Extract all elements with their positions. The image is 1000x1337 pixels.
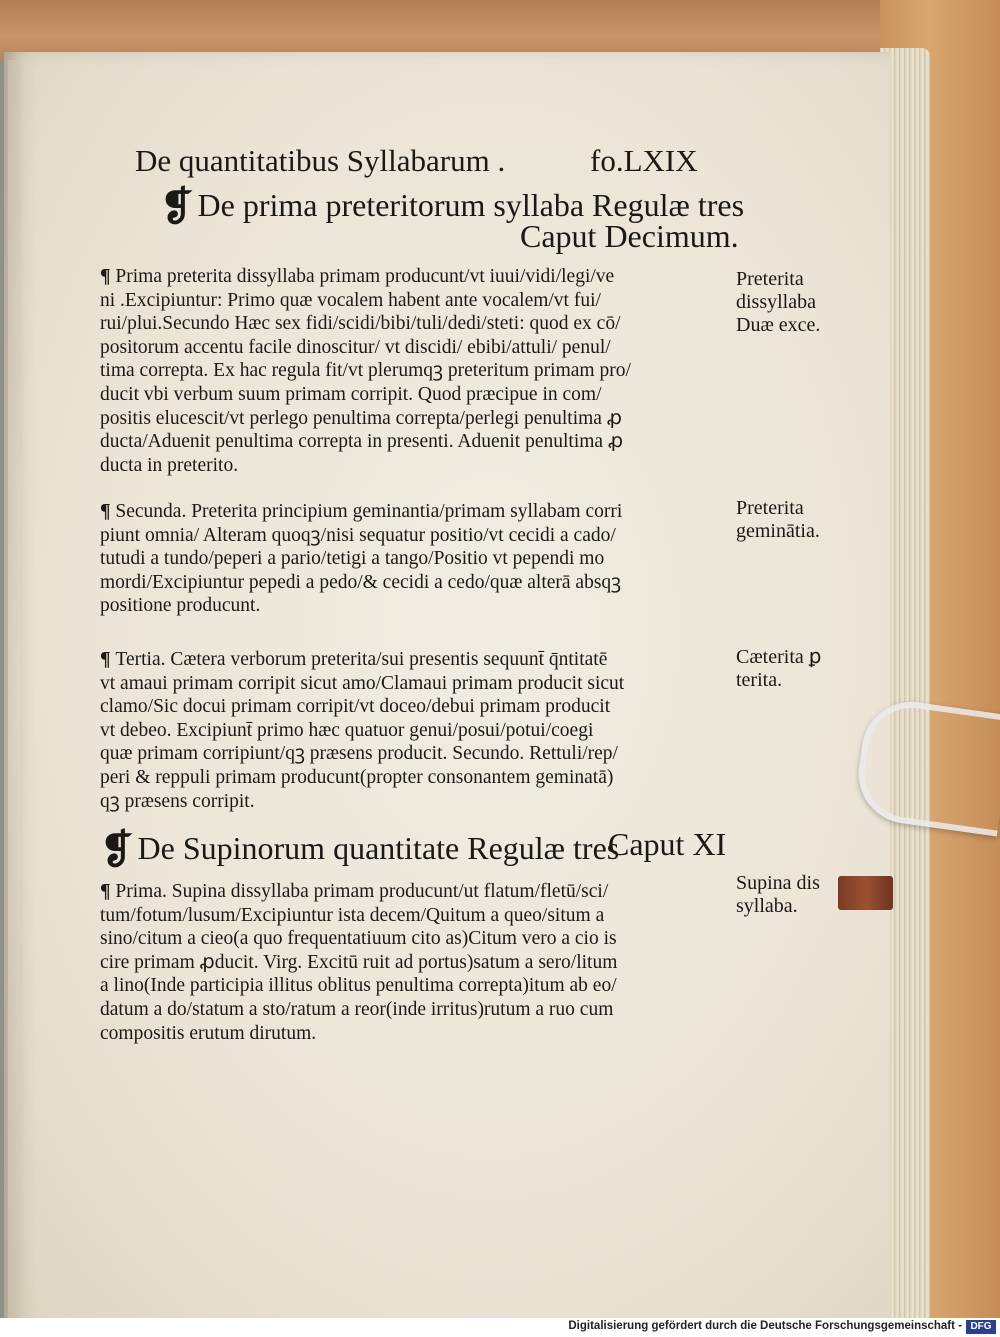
text-line: mordi/Excipiuntur pepedi a pedo/& cecidi a cedo/quæ alterā absqꝫ bbox=[100, 571, 622, 593]
chapter-11-title-text: De Supinorum quantitate Regulæ tres bbox=[137, 830, 620, 866]
margin-note-1 bbox=[736, 268, 820, 337]
margin-note-line: Preterita bbox=[736, 268, 804, 290]
pilcrow-icon: ¶ bbox=[100, 266, 116, 287]
funding-credit: Digitalisierung gefördert durch die Deutsche Forschungsgemeinschaft - bbox=[568, 1320, 962, 1332]
margin-note-2 bbox=[736, 497, 820, 543]
text-line: ducta in preterito. bbox=[100, 454, 239, 476]
chapter-11-rule-1 bbox=[100, 880, 740, 1045]
footer-bar bbox=[0, 1318, 1000, 1337]
paragraph-mark-icon: ❡ bbox=[100, 827, 134, 872]
page-gutter bbox=[8, 60, 20, 1330]
text-line: tum/fotum/lusum/Excipiuntur ista decem/Quitum a queo/situm a bbox=[100, 904, 605, 926]
text-line: tima correpta. Ex hac regula fit/vt plerumqꝫ preteritum primam pro/ bbox=[100, 360, 631, 382]
dfg-logo: DFG bbox=[966, 1320, 996, 1334]
running-title: De quantitatibus Syllabarum . bbox=[135, 143, 506, 178]
text-line: vt amaui primam corripit sicut amo/Clamaui primam producit sicut bbox=[100, 672, 625, 694]
chapter-11-caput: Caput XI bbox=[608, 826, 727, 862]
chapter-10-title-text: De prima preteritorum syllaba Regulæ tres bbox=[197, 187, 745, 223]
text-line: ducta/Aduenit penultima correpta in presenti. Aduenit penultima ꝓ bbox=[100, 431, 624, 453]
pilcrow-icon: ¶ bbox=[100, 881, 116, 902]
margin-note-4 bbox=[736, 872, 820, 918]
binding-cloth-top bbox=[0, 0, 1000, 60]
text-line: cire primam ꝓducit. Virg. Excitū ruit ad portus)satum a sero/litum bbox=[100, 951, 618, 973]
margin-note-line: Duæ exce. bbox=[736, 314, 821, 336]
text-line: rui/plui.Secundo Hæc sex fidi/scidi/bibi/tuli/dedi/steti: quod ex cō/ bbox=[100, 313, 621, 335]
text-line: tutudi a tundo/peperi a pario/tetigi a tango/Positio vt pependi mo bbox=[100, 548, 605, 570]
text-line: sino/citum a cieo(a quo frequentatiuum cito as)Citum vero a cio is bbox=[100, 928, 617, 950]
margin-note-line: Preterita bbox=[736, 497, 804, 519]
text-line: compositis erutum dirutum. bbox=[100, 1022, 317, 1044]
chapter-11-title bbox=[100, 826, 619, 873]
text-line: datum a do/statum a sto/ratum a reor(inde irritus)rutum a ruo cum bbox=[100, 998, 614, 1020]
chapter-10-rule-3 bbox=[100, 648, 740, 813]
leather-tab bbox=[838, 876, 893, 910]
text-line: positis elucescit/vt perlego penultima correpta/perlegi penultima ꝓ bbox=[100, 407, 622, 429]
text-line: a lino(Inde participia illitus oblitus penultima correpta)itum ab eo/ bbox=[100, 975, 617, 997]
text-line: peri & reppuli primam producunt(propter consonantem geminatā) bbox=[100, 766, 614, 788]
text-line: Prima preterita dissyllaba primam producunt/vt iuui/vidi/legi/ve bbox=[115, 266, 615, 287]
paragraph-mark-icon: ❡ bbox=[160, 184, 194, 229]
folio-number: fo.LXIX bbox=[590, 143, 698, 178]
text-line: ducit vbi verbum suum primam corripit. Quod præcipue in com/ bbox=[100, 383, 602, 405]
text-line: vt debeo. Excipiunt̄ primo hæc quatuor genui/posui/potui/coegi bbox=[100, 719, 594, 741]
text-line: piunt omnia/ Alteram quoqꝫ/nisi sequatur positio/vt cecidi a cado/ bbox=[100, 524, 616, 546]
margin-note-line: Cæterita ꝑ bbox=[736, 646, 822, 668]
chapter-10-title-line2: Caput Decimum. bbox=[520, 218, 739, 254]
text-line: Secunda. Preterita principium geminantia/primam syllabam corri bbox=[115, 501, 623, 522]
text-line: ni .Excipiuntur: Primo quæ vocalem habent ante vocalem/vt fui/ bbox=[100, 289, 601, 311]
margin-note-line: Supina dis bbox=[736, 872, 820, 894]
chapter-10-rule-2 bbox=[100, 500, 740, 618]
margin-note-3 bbox=[736, 646, 821, 692]
margin-note-line: terita. bbox=[736, 669, 783, 691]
text-line: Prima. Supina dissyllaba primam producunt/ut flatum/fletū/sci/ bbox=[115, 881, 609, 902]
text-line: clamo/Sic docui primam corripit/vt doceo/debui primam producit bbox=[100, 696, 611, 718]
pilcrow-icon: ¶ bbox=[100, 649, 116, 670]
pilcrow-icon: ¶ bbox=[100, 501, 116, 522]
margin-note-line: geminātia. bbox=[736, 520, 820, 542]
text-line: Tertia. Cætera verborum preterita/sui presentis sequunt̄ q̄ntitatē bbox=[115, 649, 608, 670]
text-line: positorum accentu facile dinoscitur/ vt discidi/ ebibi/attuli/ penul/ bbox=[100, 336, 611, 358]
chapter-10-rule-1 bbox=[100, 265, 740, 477]
text-line: positione producunt. bbox=[100, 595, 261, 617]
text-line: qꝫ præsens corripit. bbox=[100, 790, 255, 812]
margin-note-line: dissyllaba bbox=[736, 291, 816, 313]
text-line: quæ primam corripiunt/qꝫ præsens producit. Secundo. Rettuli/rep/ bbox=[100, 743, 618, 765]
margin-note-line: syllaba. bbox=[736, 895, 798, 917]
